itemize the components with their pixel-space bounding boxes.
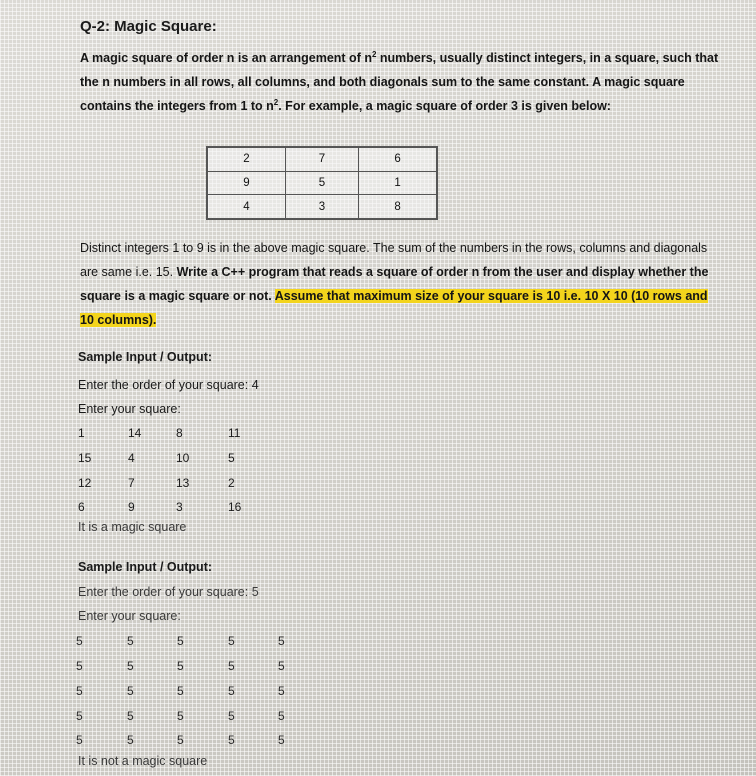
grid-value: 5 <box>177 733 184 747</box>
sample1-label: Sample Input / Output: <box>78 350 213 364</box>
grid-value: 1 <box>78 426 85 440</box>
grid-value: 5 <box>76 659 83 673</box>
grid-value: 5 <box>177 709 184 723</box>
grid-value: 14 <box>128 426 142 440</box>
table-row <box>207 147 437 171</box>
table-cell: 2 <box>207 147 285 171</box>
table-cell: 6 <box>359 147 437 171</box>
sample1-result: It is a magic square <box>78 520 187 534</box>
sample1-square-prompt: Enter your square: <box>78 402 181 416</box>
intro-text-a: A magic square of order n is an arrangement of n <box>80 51 372 65</box>
grid-value: 13 <box>176 476 190 490</box>
table-cell: 5 <box>285 171 358 195</box>
sample2-order-prompt: Enter the order of your square: 5 <box>78 585 259 599</box>
grid-value: 5 <box>228 733 235 747</box>
intro-paragraph <box>80 46 720 118</box>
table-row <box>207 195 437 219</box>
grid-value: 5 <box>127 634 134 648</box>
grid-value: 5 <box>177 659 184 673</box>
grid-value: 5 <box>228 451 235 465</box>
sample2-label: Sample Input / Output: <box>78 560 213 574</box>
grid-value: 6 <box>78 500 85 514</box>
grid-value: 5 <box>278 659 285 673</box>
grid-value: 9 <box>128 500 135 514</box>
grid-value: 2 <box>228 476 235 490</box>
table-row <box>207 171 437 195</box>
grid-value: 5 <box>278 709 285 723</box>
table-cell: 8 <box>359 195 437 219</box>
grid-value: 5 <box>177 634 184 648</box>
grid-value: 7 <box>128 476 135 490</box>
grid-value: 5 <box>127 733 134 747</box>
grid-value: 5 <box>278 684 285 698</box>
superscript-a: 2 <box>371 49 377 59</box>
grid-value: 15 <box>78 451 92 465</box>
grid-value: 5 <box>278 733 285 747</box>
sample2-result: It is not a magic square <box>78 754 208 768</box>
example-magic-square <box>206 146 438 220</box>
grid-value: 5 <box>228 659 235 673</box>
table-cell: 4 <box>207 195 285 219</box>
grid-value: 3 <box>176 500 183 514</box>
grid-value: 5 <box>127 684 134 698</box>
grid-value: 5 <box>76 709 83 723</box>
sample1-order-prompt: Enter the order of your square: 4 <box>78 378 259 392</box>
task-instruction: Write a C++ program that reads a square of order n from the user and display whether the square is a magic square or not. <box>80 265 709 303</box>
grid-value: 5 <box>127 709 134 723</box>
grid-value: 5 <box>127 659 134 673</box>
grid-value: 11 <box>228 426 241 440</box>
table-cell: 1 <box>359 171 437 195</box>
task-highlight: Assume that maximum size of your square is 10 i.e. 10 X 10 (10 rows and 10 columns). <box>80 289 708 327</box>
table-cell: 7 <box>285 147 358 171</box>
intro-text-c: . For example, a magic square of order 3 is given below: <box>278 99 611 113</box>
question-title: Q-2: Magic Square: <box>80 18 217 35</box>
table-cell: 3 <box>285 195 358 219</box>
table-cell: 9 <box>207 171 285 195</box>
task-text: Distinct integers 1 to 9 is in the above magic square. The sum of the numbers in the rows, columns and diagonals are same i.e. 15. <box>80 241 708 279</box>
grid-value: 5 <box>228 709 235 723</box>
grid-value: 12 <box>78 476 92 490</box>
task-paragraph <box>80 236 720 332</box>
grid-value: 5 <box>76 733 83 747</box>
sample2-square-prompt: Enter your square: <box>78 609 181 623</box>
grid-value: 4 <box>128 451 135 465</box>
superscript-b: 2 <box>273 97 279 107</box>
grid-value: 5 <box>228 634 235 648</box>
grid-value: 16 <box>228 500 242 514</box>
grid-value: 5 <box>177 684 184 698</box>
grid-value: 10 <box>176 451 190 465</box>
grid-value: 8 <box>176 426 183 440</box>
grid-value: 5 <box>228 684 235 698</box>
grid-value: 5 <box>76 634 83 648</box>
intro-text-b: numbers, usually distinct integers, in a square, such that the n numbers in all rows, all columns, and both diagonals sum to the same constant. A magic square contains the integers from 1 to n <box>80 51 719 113</box>
grid-value: 5 <box>76 684 83 698</box>
grid-value: 5 <box>278 634 285 648</box>
